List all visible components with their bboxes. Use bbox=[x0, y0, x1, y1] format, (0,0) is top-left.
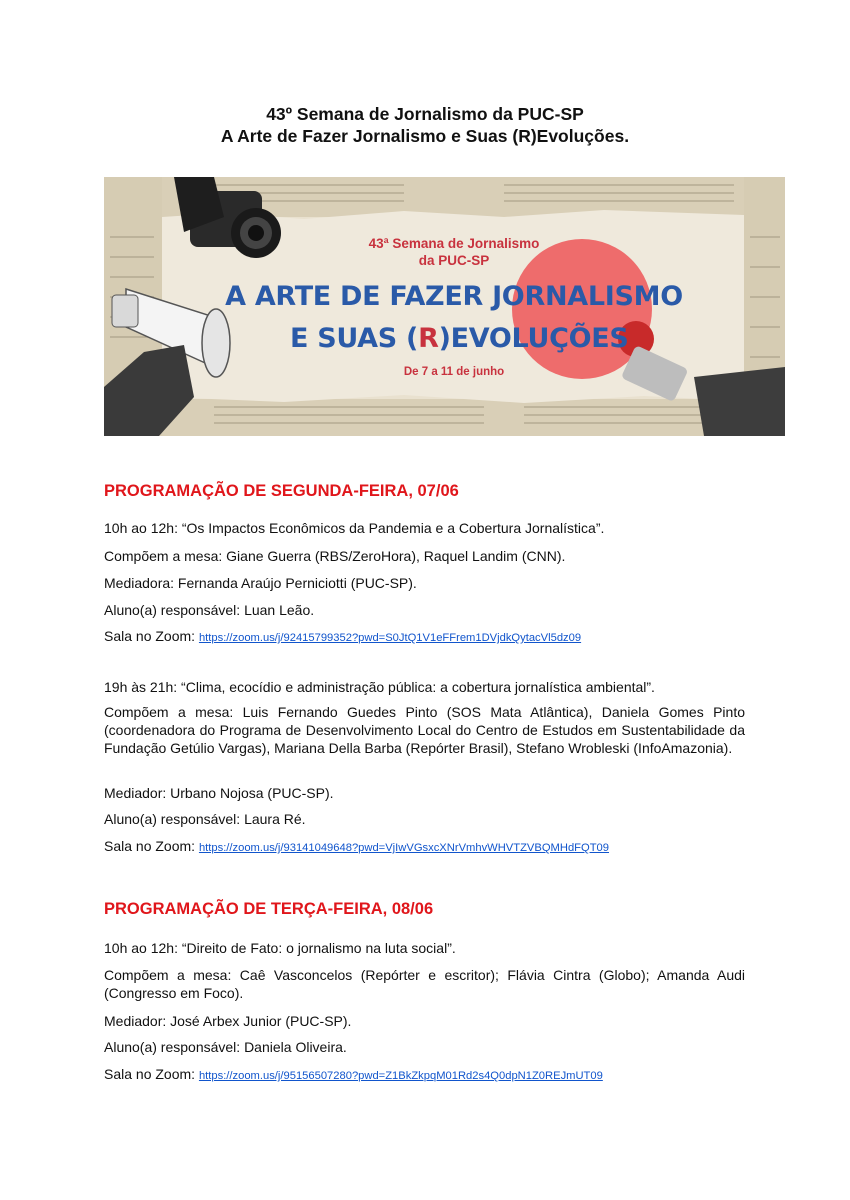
event-moderator: Mediador: Urbano Nojosa (PUC-SP). bbox=[104, 785, 334, 801]
event-panel: Compõem a mesa: Luis Fernando Guedes Pinto (SOS Mata Atlântica), Daniela Gomes Pinto (coordenadora do Programa de Desenvolvimento Local do Centro de Estudos em Sustentabilidade da Fundação Getúlio Vargas), Mariana Della Barba (Repórter Brasil), Stefano Wrobleski (InfoAmazonia). bbox=[104, 704, 745, 756]
section-heading-tuesday: PROGRAMAÇÃO DE TERÇA-FEIRA, 08/06 bbox=[104, 900, 434, 918]
event-moderator: Mediador: José Arbex Junior (PUC-SP). bbox=[104, 1013, 352, 1029]
section-heading-monday: PROGRAMAÇÃO DE SEGUNDA-FEIRA, 07/06 bbox=[104, 482, 459, 500]
event-student: Aluno(a) responsável: Laura Ré. bbox=[104, 811, 306, 827]
page-title bbox=[0, 103, 850, 147]
banner-title-line2-r: R bbox=[418, 323, 439, 354]
banner-subtitle-line1: 43ª Semana de Jornalismo bbox=[368, 236, 540, 251]
event-panel: Compõem a mesa: Caê Vasconcelos (Repórter e escritor); Flávia Cintra (Globo); Amanda Audi (Congresso em Foco). bbox=[104, 967, 745, 1001]
zoom-label: Sala no Zoom: bbox=[104, 1066, 199, 1082]
event-banner bbox=[104, 177, 785, 436]
zoom-link[interactable]: https://zoom.us/j/93141049648?pwd=VjIwVGsxcXNrVmhvWHVTZVBQMHdFQT09 bbox=[198, 842, 609, 854]
event-student: Aluno(a) responsável: Daniela Oliveira. bbox=[104, 1039, 347, 1055]
banner-title-line2-pre: E SUAS ( bbox=[290, 323, 419, 354]
banner-subtitle-line2: da PUC-SP bbox=[418, 253, 490, 268]
zoom-link[interactable]: https://zoom.us/j/92415799352?pwd=S0JtQ1V1eFFrem1DVjdkQytacVl5dz09 bbox=[198, 632, 582, 644]
event-title: 10h ao 12h: “Direito de Fato: o jornalismo na luta social”. bbox=[104, 940, 456, 956]
event-zoom bbox=[104, 1065, 745, 1085]
zoom-label: Sala no Zoom: bbox=[104, 628, 199, 644]
event-zoom bbox=[104, 627, 745, 647]
event-moderator: Mediadora: Fernanda Araújo Perniciotti (PUC-SP). bbox=[104, 575, 417, 591]
banner-subtitle bbox=[304, 235, 604, 269]
event-zoom bbox=[104, 837, 745, 857]
page-title-line1: 43º Semana de Jornalismo da PUC-SP bbox=[266, 104, 584, 124]
banner-title-line1: A ARTE DE FAZER JORNALISMO bbox=[225, 281, 683, 312]
banner-dates: De 7 a 11 de junho bbox=[403, 366, 505, 378]
banner-title-line2 bbox=[290, 323, 629, 355]
event-title: 19h às 21h: “Clima, ecocídio e administração pública: a cobertura jornalística ambiental”. bbox=[104, 679, 655, 695]
zoom-label: Sala no Zoom: bbox=[104, 838, 199, 854]
newspaper-strip-bottom bbox=[104, 399, 785, 436]
page-title-line2: A Arte de Fazer Jornalismo e Suas (R)Evoluções. bbox=[220, 126, 630, 146]
event-title: 10h ao 12h: “Os Impactos Econômicos da Pandemia e a Cobertura Jornalística”. bbox=[104, 520, 605, 536]
event-panel: Compõem a mesa: Giane Guerra (RBS/ZeroHora), Raquel Landim (CNN). bbox=[104, 548, 566, 564]
event-student: Aluno(a) responsável: Luan Leão. bbox=[104, 602, 315, 618]
banner-title-line2-post: )EVOLUÇÕES bbox=[438, 323, 629, 354]
zoom-link[interactable]: https://zoom.us/j/95156507280?pwd=Z1BkZkpqM01Rd2s4Q0dpN1Z0REJmUT09 bbox=[198, 1070, 603, 1082]
